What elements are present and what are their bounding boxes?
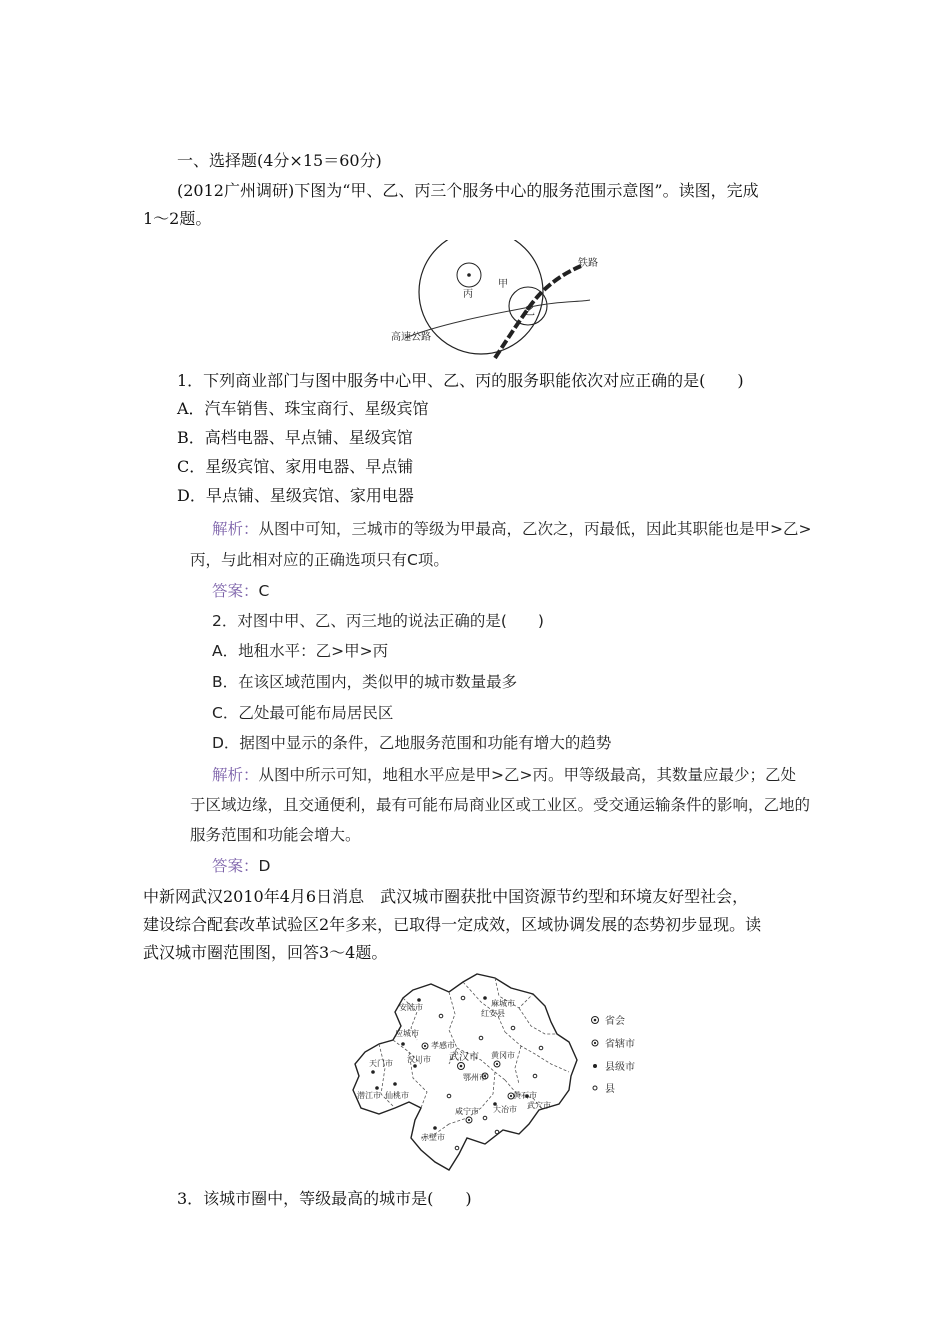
label-yingcheng: 应城市 xyxy=(395,1029,419,1038)
q2-answer-label: 答案： xyxy=(212,857,259,875)
service-range-figure xyxy=(385,240,625,362)
q1-answer-label: 答案： xyxy=(212,582,259,600)
section-title: 一、选择题(4分×15＝60分) xyxy=(177,151,382,170)
region-outline xyxy=(353,974,577,1170)
label-chibi: 赤壁市 xyxy=(421,1133,445,1142)
legend-county: 县 xyxy=(605,1084,615,1095)
q1-option-d: D．早点铺、星级宾馆、家用电器 xyxy=(177,486,414,505)
wuhan-city-circle-map xyxy=(345,968,685,1180)
q2-analysis-label: 解析： xyxy=(212,766,259,784)
q1-answer: 答案：C xyxy=(212,582,270,600)
intro2-line1: 中新网武汉2010年4月6日消息 武汉城市圈获批中国资源节约型和环境友好型社会， xyxy=(143,887,749,906)
label-xiantao: 仙桃市 xyxy=(385,1091,409,1100)
intro1-line2: 1～2题。 xyxy=(143,209,212,228)
label-macheng: 麻城市 xyxy=(491,999,515,1008)
q2-option-b: B．在该区域范围内，类似甲的城市数量最多 xyxy=(212,673,518,691)
q1-analysis-label: 解析： xyxy=(212,520,259,538)
jia-label: 甲 xyxy=(498,279,508,290)
label-huangshi: 黄石市 xyxy=(513,1091,537,1100)
label-wuxue: 武穴市 xyxy=(527,1101,551,1110)
intro2-line3: 武汉城市圈范围图，回答3～4题。 xyxy=(143,943,388,962)
county-city-dot xyxy=(417,998,421,1002)
q1-analysis-line2: 丙，与此相对应的正确选项只有C项。 xyxy=(190,551,449,569)
legend-provincial-capital: 省会 xyxy=(605,1016,625,1027)
highway-line xyxy=(405,300,590,338)
label-qianjiang: 潜江市 xyxy=(357,1091,381,1100)
label-hanchuan: 汉川市 xyxy=(407,1055,431,1064)
intro2-line2: 建设综合配套改革试验区2年多来，已取得一定成效，区域协调发展的态势初步显现。读 xyxy=(143,915,762,934)
q1-option-b: B．高档电器、早点铺、星级宾馆 xyxy=(177,428,413,447)
q2-option-c: C．乙处最可能布局居民区 xyxy=(212,704,394,722)
q2-stem: 2．对图中甲、乙、丙三地的说法正确的是( ) xyxy=(212,612,544,630)
jia-range-circle xyxy=(419,240,543,354)
q2-analysis-line3: 服务范围和功能会增大。 xyxy=(190,826,361,844)
label-xiaogan: 孝感市 xyxy=(431,1041,455,1050)
q1-analysis-line1: 解析：从图中可知，三城市的等级为甲最高，乙次之，丙最低，因此其职能也是甲>乙> xyxy=(212,520,812,538)
label-wuhan: 武汉市 xyxy=(449,1052,479,1063)
legend-county-city: 县级市 xyxy=(605,1062,635,1073)
label-anlu: 安陆市 xyxy=(399,1003,423,1012)
label-hongan: 红安县 xyxy=(481,1009,505,1018)
label-daye: 大冶市 xyxy=(493,1105,517,1114)
yi-label: 乙 xyxy=(525,307,535,318)
q1-stem: 1．下列商业部门与图中服务中心甲、乙、丙的服务职能依次对应正确的是( ) xyxy=(177,371,744,390)
q2-option-d: D．据图中显示的条件，乙地服务范围和功能有增大的趋势 xyxy=(212,734,612,752)
label-huanggang: 黄冈市 xyxy=(491,1051,515,1060)
q2-answer: 答案：D xyxy=(212,857,271,875)
q3-stem: 3．该城市圈中，等级最高的城市是( ) xyxy=(177,1189,472,1208)
railway-label: 铁路 xyxy=(578,258,598,269)
label-tianmen: 天门市 xyxy=(369,1059,393,1068)
q2-analysis-line1: 解析：从图中所示可知，地租水平应是甲>乙>丙。甲等级最高，其数量应最少；乙处 xyxy=(212,766,796,784)
label-ezhou: 鄂州市 xyxy=(463,1073,487,1082)
label-xianning: 咸宁市 xyxy=(455,1107,479,1116)
q2-analysis-line2: 于区域边缘，且交通便利，最有可能布局商业区或工业区。受交通运输条件的影响，乙地的 xyxy=(190,796,811,814)
q1-option-c: C．星级宾馆、家用电器、早点铺 xyxy=(177,457,414,476)
map-legend xyxy=(592,1014,636,1095)
q1-option-a: A．汽车销售、珠宝商行、星级宾馆 xyxy=(177,399,429,418)
bing-dot xyxy=(467,273,471,277)
intro1-line1: (2012广州调研)下图为“甲、乙、丙三个服务中心的服务范围示意图”。读图，完成 xyxy=(177,181,759,200)
bing-label: 丙 xyxy=(463,289,473,300)
legend-prefecture-city: 省辖市 xyxy=(605,1039,635,1050)
q2-option-a: A．地租水平：乙>甲>丙 xyxy=(212,642,389,660)
highway-label: 高速公路 xyxy=(391,332,431,343)
